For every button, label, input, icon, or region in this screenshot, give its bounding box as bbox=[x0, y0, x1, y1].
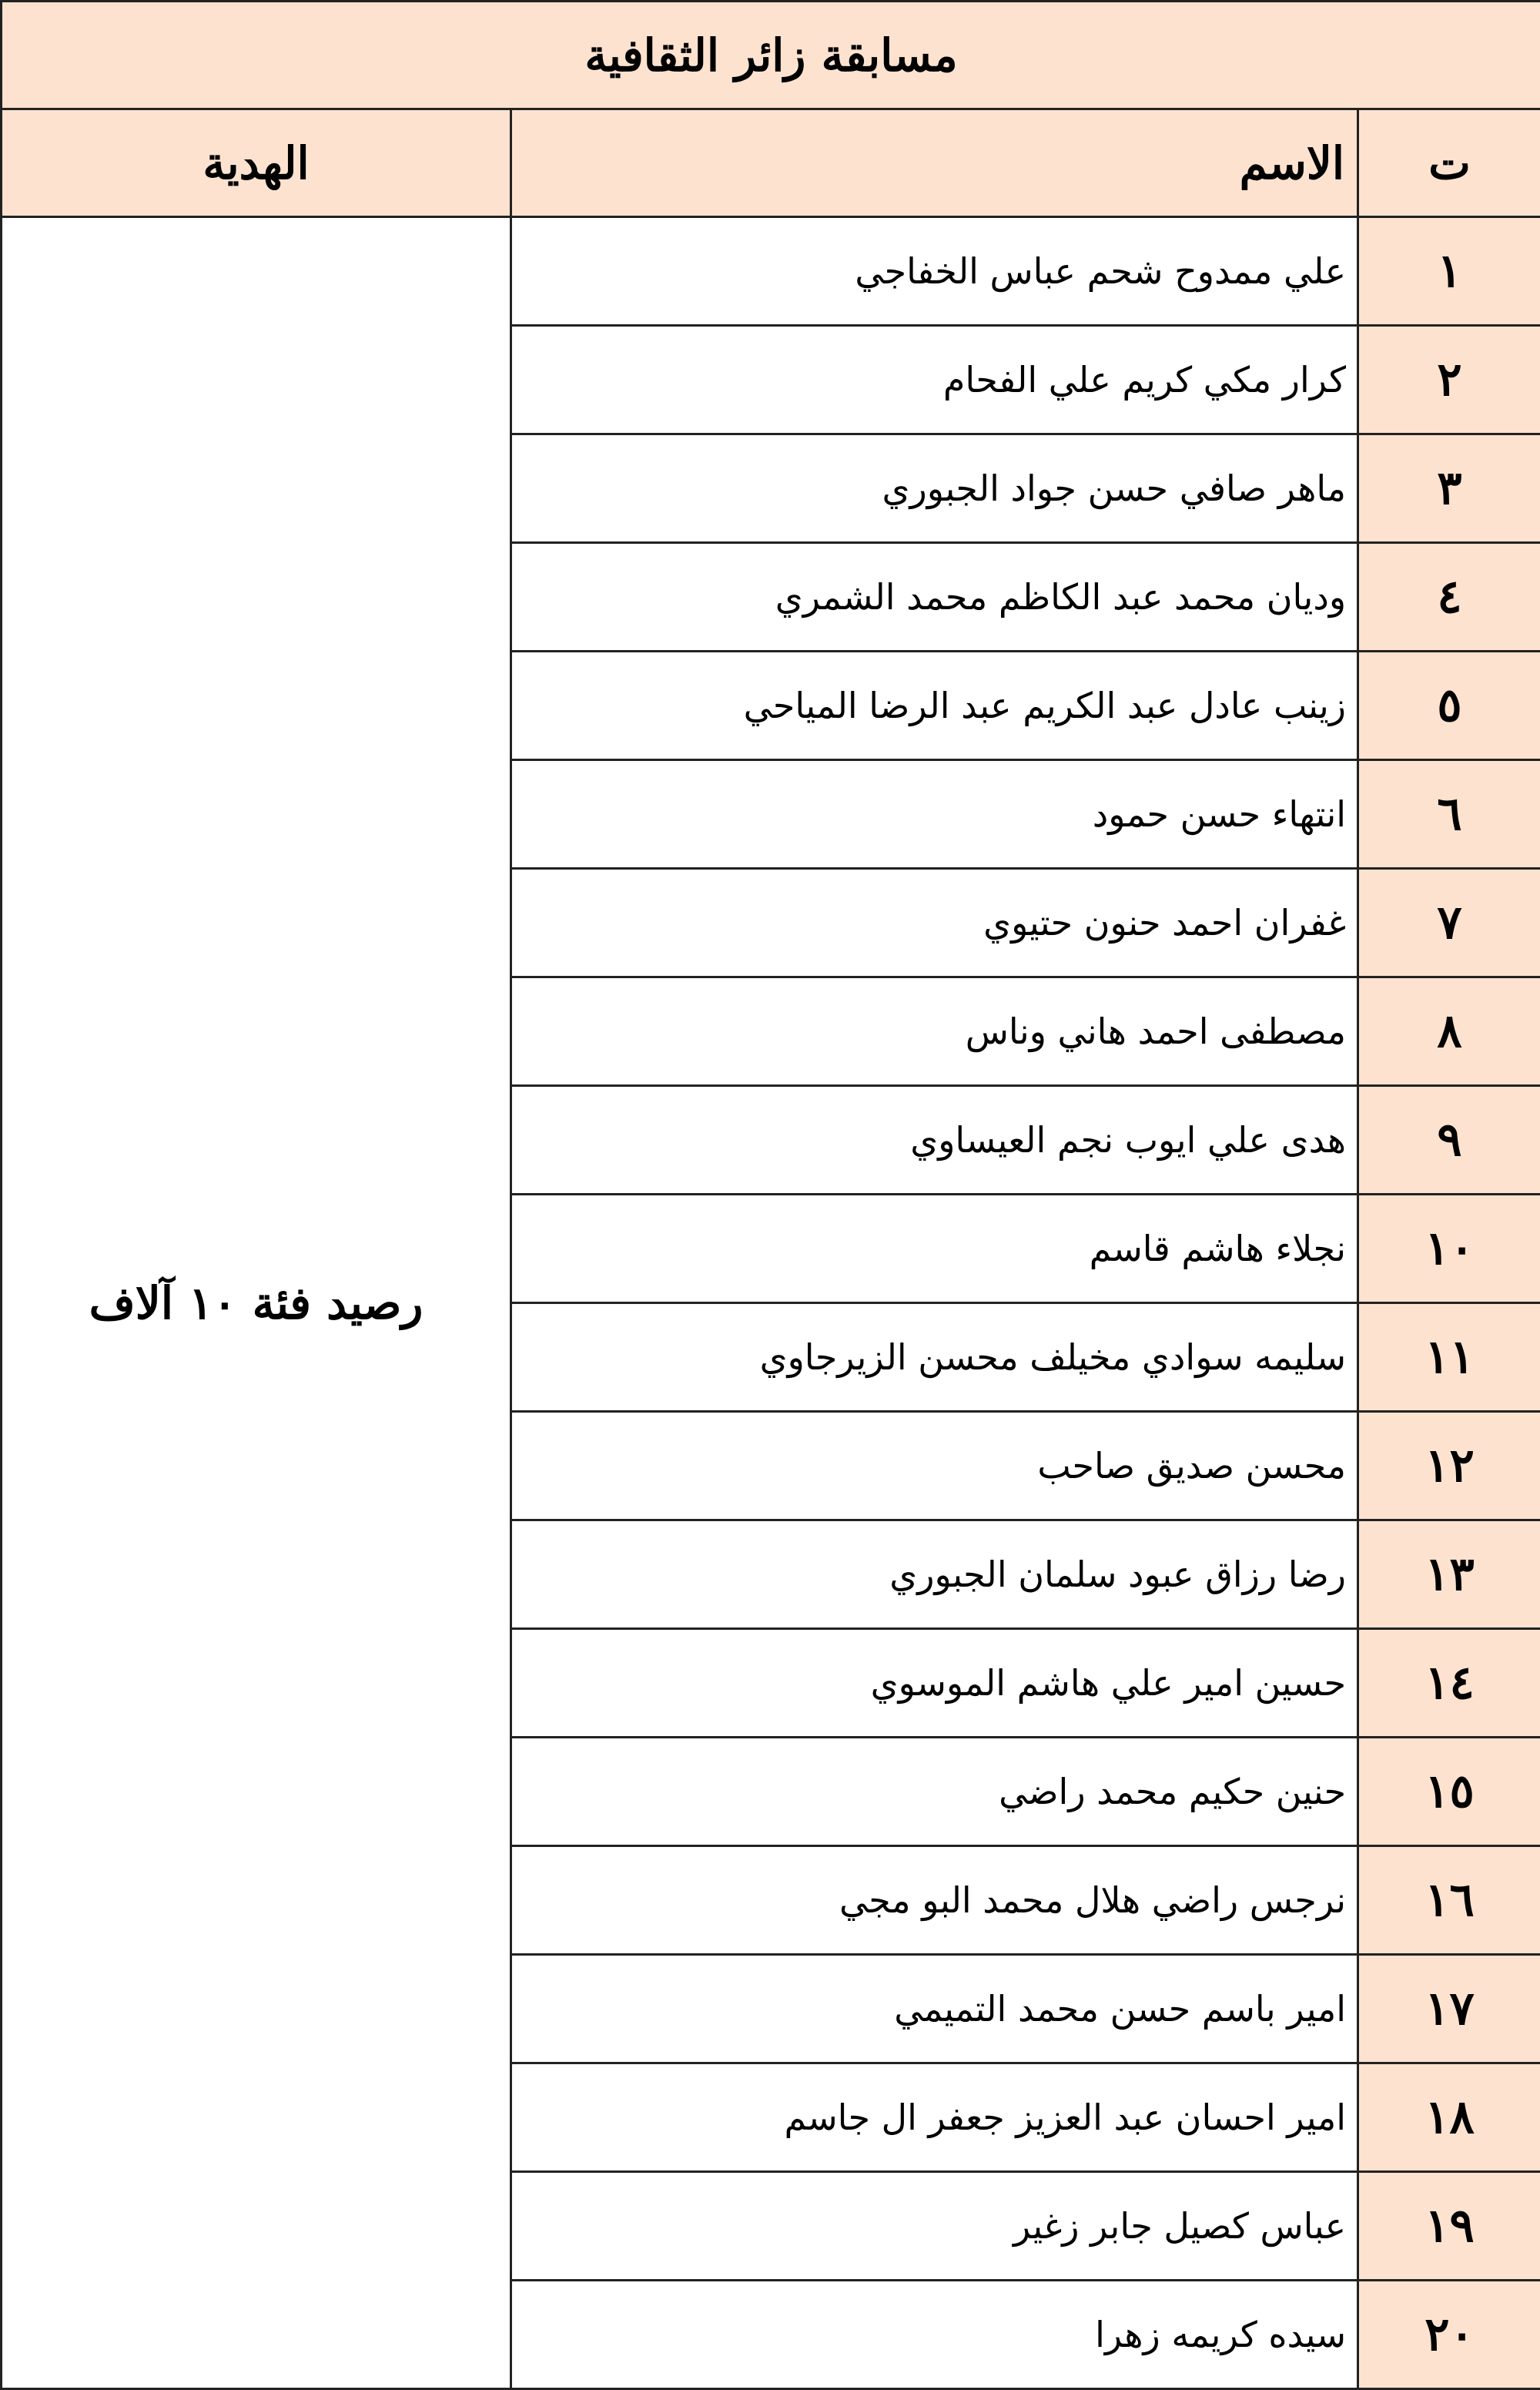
row-number: ٣ bbox=[1358, 434, 1540, 543]
winner-name: كرار مكي كريم علي الفحام bbox=[511, 326, 1358, 434]
row-number: ١٢ bbox=[1358, 1412, 1540, 1520]
row-number: ٥ bbox=[1358, 652, 1540, 760]
winner-name: سليمه سوادي مخيلف محسن الزيرجاوي bbox=[511, 1303, 1358, 1412]
row-number: ٩ bbox=[1358, 1086, 1540, 1195]
header-number: ت bbox=[1358, 109, 1540, 217]
row-number: ١٣ bbox=[1358, 1520, 1540, 1629]
winner-name: امير احسان عبد العزيز جعفر ال جاسم bbox=[511, 2063, 1358, 2172]
row-number: ٦ bbox=[1358, 760, 1540, 869]
winner-name: امير باسم حسن محمد التميمي bbox=[511, 1955, 1358, 2063]
row-number: ٢ bbox=[1358, 326, 1540, 434]
row-number: ١٠ bbox=[1358, 1195, 1540, 1303]
winner-name: حسين امير علي هاشم الموسوي bbox=[511, 1629, 1358, 1738]
winner-name: مصطفى احمد هاني وناس bbox=[511, 977, 1358, 1086]
title-row bbox=[2, 2, 1540, 109]
row-number: ٢٠ bbox=[1358, 2281, 1540, 2389]
winner-name: نجلاء هاشم قاسم bbox=[511, 1195, 1358, 1303]
header-name: الاسم bbox=[511, 109, 1358, 217]
gift-value: رصيد فئة ١٠ آلاف bbox=[2, 217, 511, 2389]
page-title: مسابقة زائر الثقافية bbox=[2, 2, 1540, 109]
winner-name: سيده كريمه زهرا bbox=[511, 2281, 1358, 2389]
row-number: ١٨ bbox=[1358, 2063, 1540, 2172]
row-number: ١ bbox=[1358, 217, 1540, 326]
header-gift: الهدية bbox=[2, 109, 511, 217]
winner-name: نرجس راضي هلال محمد البو مجي bbox=[511, 1846, 1358, 1955]
row-number: ١١ bbox=[1358, 1303, 1540, 1412]
header-row bbox=[2, 109, 1540, 217]
winner-name: زينب عادل عبد الكريم عبد الرضا المياحي bbox=[511, 652, 1358, 760]
row-number: ٨ bbox=[1358, 977, 1540, 1086]
row-number: ١٥ bbox=[1358, 1738, 1540, 1846]
winner-name: محسن صديق صاحب bbox=[511, 1412, 1358, 1520]
winner-name: حنين حكيم محمد راضي bbox=[511, 1738, 1358, 1846]
winner-name: وديان محمد عبد الكاظم محمد الشمري bbox=[511, 543, 1358, 652]
row-number: ٧ bbox=[1358, 869, 1540, 977]
winner-name: غفران احمد حنون حتيوي bbox=[511, 869, 1358, 977]
winner-name: هدى علي ايوب نجم العيساوي bbox=[511, 1086, 1358, 1195]
table-row bbox=[2, 217, 1540, 326]
winner-name: رضا رزاق عبود سلمان الجبوري bbox=[511, 1520, 1358, 1629]
winner-name: ماهر صافي حسن جواد الجبوري bbox=[511, 434, 1358, 543]
table-body bbox=[2, 2, 1540, 2389]
winner-name: علي ممدوح شحم عباس الخفاجي bbox=[511, 217, 1358, 326]
row-number: ١٤ bbox=[1358, 1629, 1540, 1738]
row-number: ١٩ bbox=[1358, 2172, 1540, 2281]
winner-name: عباس كصيل جابر زغير bbox=[511, 2172, 1358, 2281]
row-number: ٤ bbox=[1358, 543, 1540, 652]
row-number: ١٦ bbox=[1358, 1846, 1540, 1955]
winner-name: انتهاء حسن حمود bbox=[511, 760, 1358, 869]
row-number: ١٧ bbox=[1358, 1955, 1540, 2063]
